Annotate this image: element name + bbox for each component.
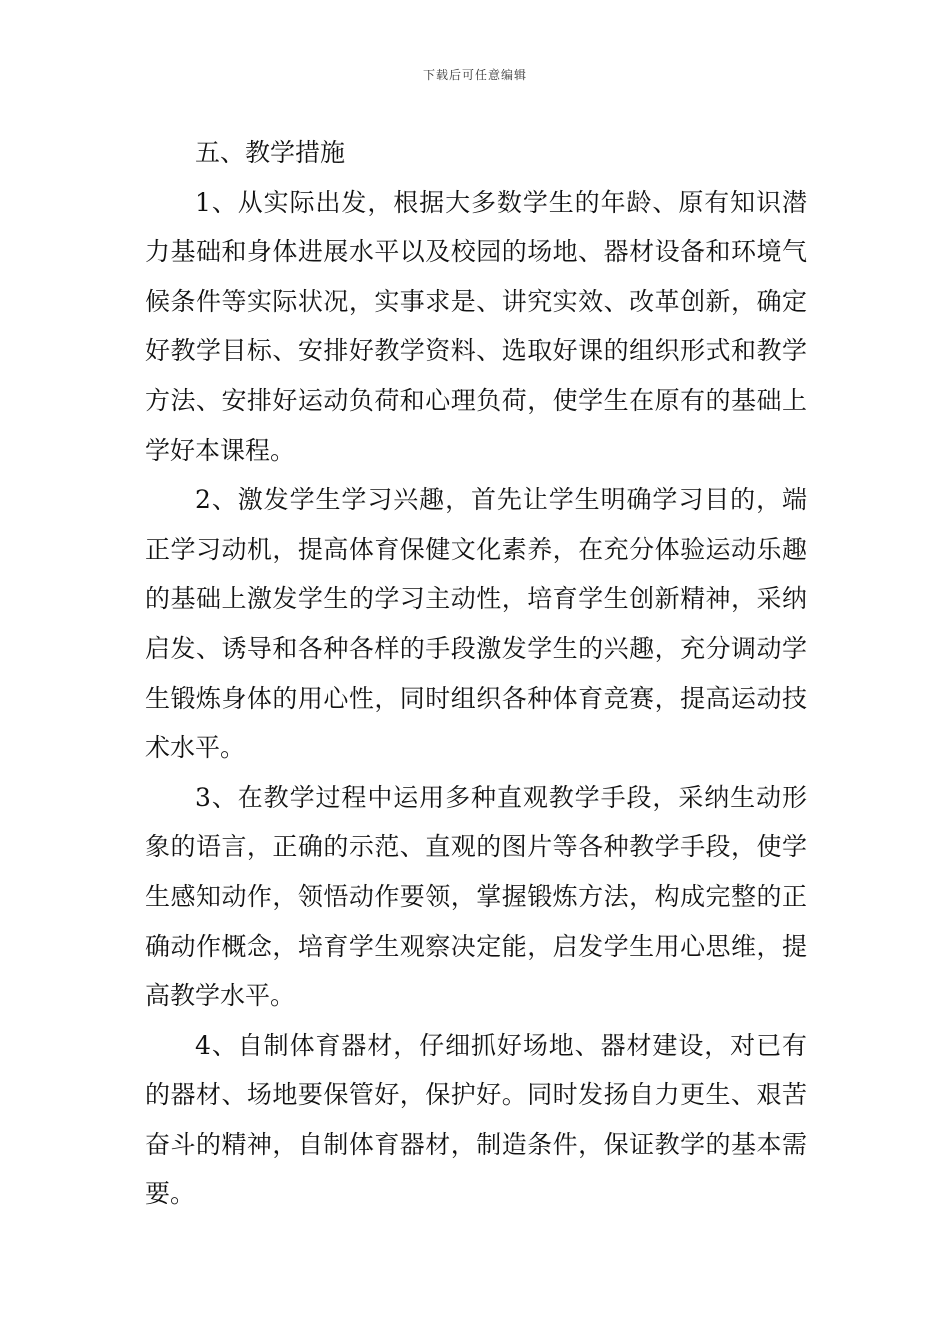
paragraph-1: 1、从实际出发，根据大多数学生的年龄、原有知识潜力基础和身体进展水平以及校园的场地、器材设备和环境气候条件等实际状况，实事求是、讲究实效、改革创新，确定好教学目标、安排好教学资料、选取好课的组织形式和教学方法、安排好运动负荷和心理负荷，使学生在原有的基础上学好本课程。: [145, 187, 807, 465]
section-title: 五、教学措施: [195, 138, 346, 167]
document-body: [145, 128, 807, 1219]
paragraph-2: 2、激发学生学习兴趣，首先让学生明确学习目的，端正学习动机，提高体育保健文化素养，在充分体验运动乐趣的基础上激发学生的学习主动性，培育学生创新精神，采纳启发、诱导和各种各样的手段激发学生的兴趣，充分调动学生锻炼身体的用心性，同时组织各种体育竞赛，提高运动技术水平。: [145, 485, 807, 763]
paragraph-3: 3、在教学过程中运用多种直观教学手段，采纳生动形象的语言，正确的示范、直观的图片等各种教学手段，使学生感知动作，领悟动作要领，掌握锻炼方法，构成完整的正确动作概念，培育学生观察决定能，启发学生用心思维，提高教学水平。: [145, 782, 807, 1011]
header-note: 下载后可任意编辑: [422, 68, 527, 82]
paragraph-4: 4、自制体育器材，仔细抓好场地、器材建设，对已有的器材、场地要保管好，保护好。同时发扬自力更生、艰苦奋斗的精神，自制体育器材，制造条件，保证教学的基本需要。: [145, 1030, 807, 1209]
